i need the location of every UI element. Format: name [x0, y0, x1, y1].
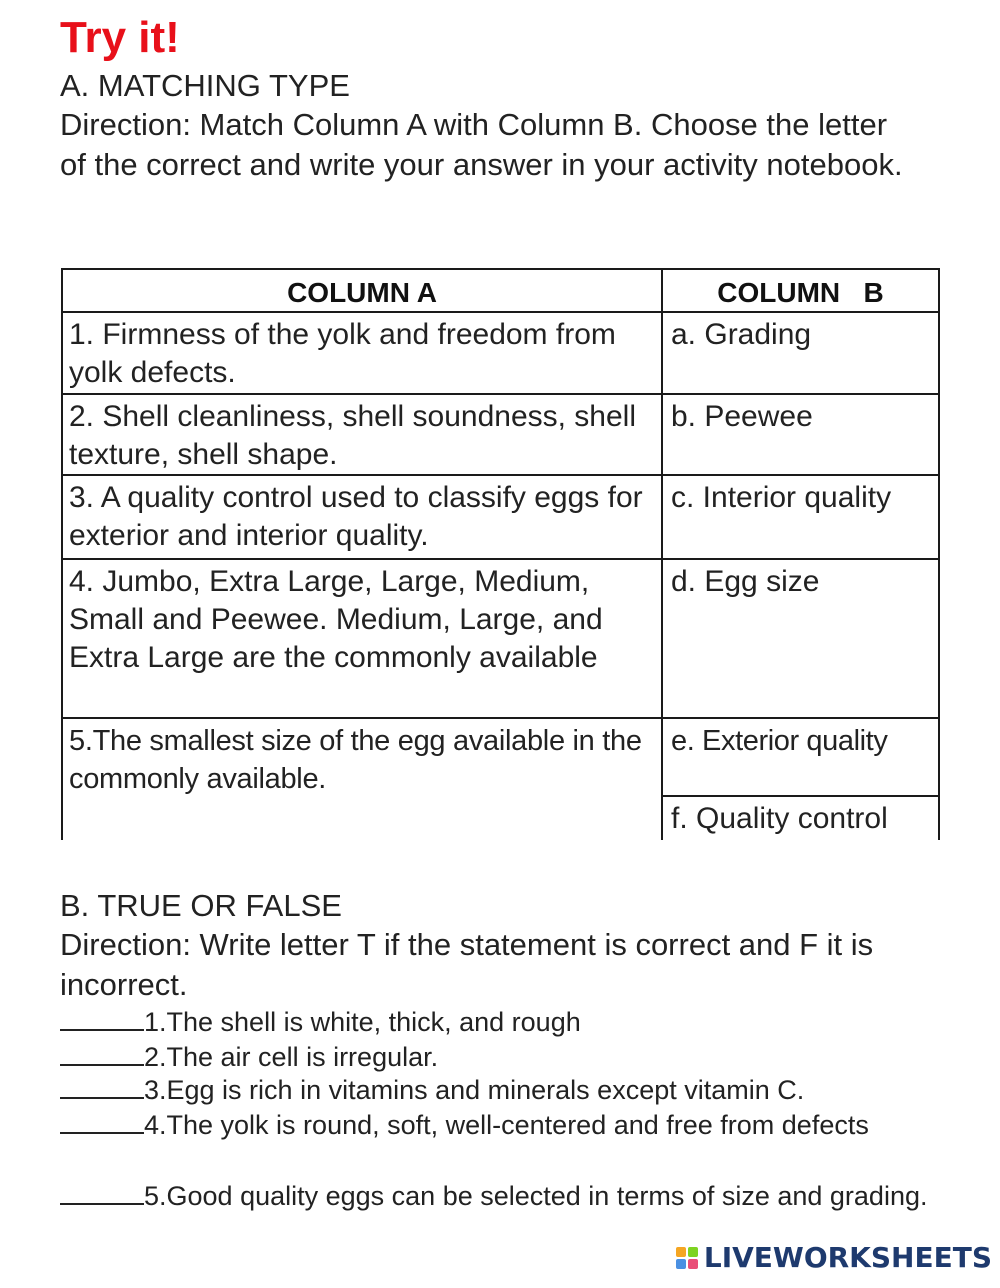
- answer-blank[interactable]: [60, 1181, 144, 1205]
- table-border-right: [938, 268, 940, 840]
- column-b-item: b. Peewee: [671, 400, 813, 433]
- table-rule: [61, 717, 940, 719]
- column-b-item: f. Quality control: [671, 802, 888, 835]
- true-false-item: 3.Egg is rich in vitamins and minerals except vitamin C.: [60, 1072, 940, 1108]
- column-a-item: 1. Firmness of the yolk and freedom from yolk defects.: [69, 318, 616, 389]
- section-a-direction: Direction: Match Column A with Column B. Choose the letter of the correct and write your answer in your activity notebook.: [60, 107, 903, 182]
- true-false-item: 1.The shell is white, thick, and rough: [60, 1004, 940, 1040]
- table-border-left: [61, 268, 63, 840]
- column-b-item: d. Egg size: [671, 565, 820, 598]
- table-rule: [61, 311, 940, 313]
- liveworksheets-logo-icon: [676, 1247, 698, 1269]
- section-b-heading: B. TRUE OR FALSE: [60, 888, 342, 923]
- table-rule: [61, 474, 940, 476]
- answer-blank[interactable]: [60, 1007, 144, 1031]
- table-rule: [661, 795, 940, 797]
- liveworksheets-logo: [676, 1241, 992, 1274]
- matching-table: [61, 268, 940, 840]
- column-a-item: 5.The smallest size of the egg available in the commonly available.: [69, 725, 642, 795]
- answer-blank[interactable]: [60, 1110, 144, 1134]
- table-border-top: [61, 268, 940, 270]
- true-false-item: 5.Good quality eggs can be selected in terms of size and grading.: [60, 1178, 940, 1214]
- column-b-item: a. Grading: [671, 318, 812, 351]
- section-b-direction: Direction: Write letter T if the statement is correct and F it is incorrect.: [60, 927, 874, 1002]
- column-b-item: c. Interior quality: [671, 481, 892, 514]
- column-a-item: 4. Jumbo, Extra Large, Large, Medium, Small and Peewee. Medium, Large, and Extra Large are the commonly available: [69, 565, 603, 674]
- answer-blank[interactable]: [60, 1075, 144, 1099]
- liveworksheets-logo-text: LIVEWORKSHEETS: [703, 1241, 992, 1274]
- page-title: Try it!: [60, 13, 180, 62]
- answer-blank[interactable]: [60, 1042, 144, 1066]
- column-a-item: 2. Shell cleanliness, shell soundness, shell texture, shell shape.: [69, 400, 636, 471]
- true-false-item: 2.The air cell is irregular.: [60, 1039, 940, 1075]
- true-false-item: 4.The yolk is round, soft, well-centered and free from defects: [60, 1107, 940, 1143]
- section-a-heading: A. MATCHING TYPE: [60, 68, 350, 103]
- column-a-header: COLUMN A: [287, 277, 437, 308]
- table-column-divider: [661, 268, 663, 840]
- table-rule: [61, 393, 940, 395]
- table-rule: [61, 558, 940, 560]
- column-a-item: 3. A quality control used to classify eggs for exterior and interior quality.: [69, 481, 643, 552]
- column-b-item: e. Exterior quality: [671, 725, 888, 757]
- column-b-header: COLUMN B: [717, 277, 884, 308]
